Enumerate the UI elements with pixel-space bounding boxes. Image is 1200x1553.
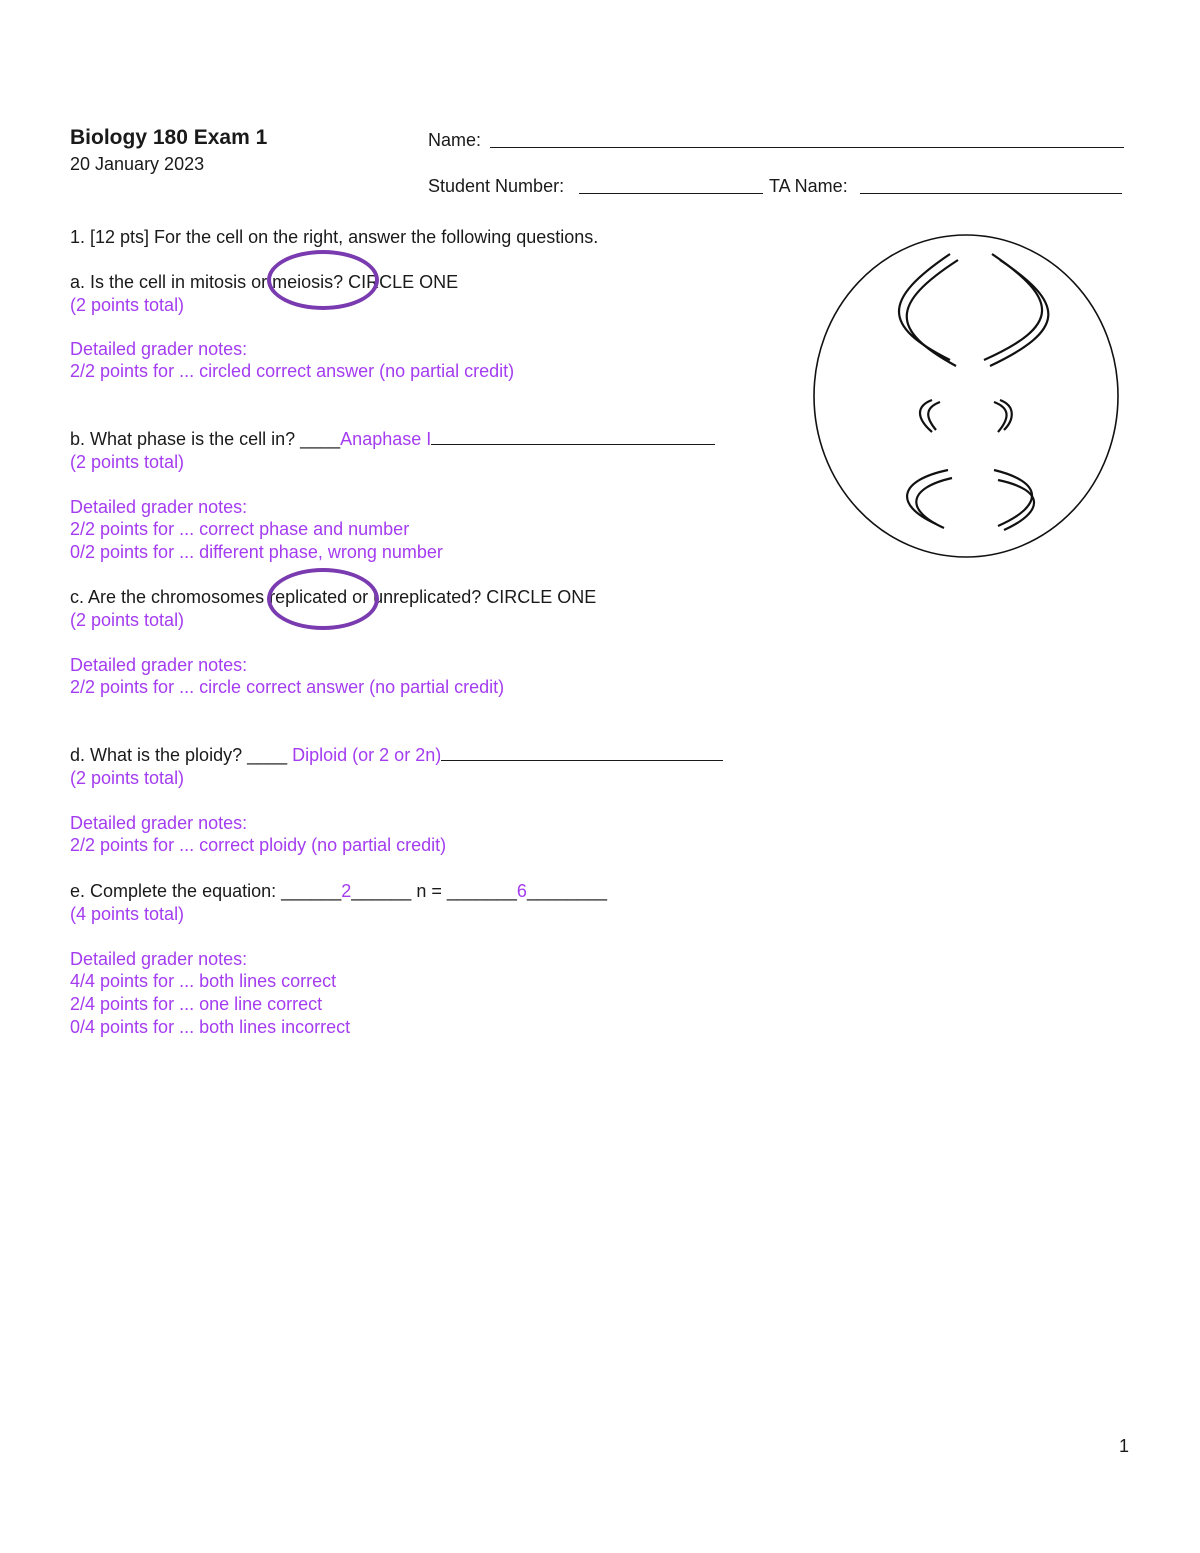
- name-label: Name:: [428, 130, 482, 150]
- part-e-blank1-post: ______: [351, 881, 412, 901]
- part-d-points: (2 points total): [70, 768, 185, 788]
- exam-title: Biology 180 Exam 1: [70, 126, 268, 149]
- part-a-lead: a. Is the cell in mitosis: [70, 272, 252, 292]
- part-e-middle: n =: [411, 881, 447, 901]
- part-a-points: (2 points total): [70, 295, 185, 315]
- part-e-blank1-pre: ______: [281, 881, 342, 901]
- part-e-blank2-post: ________: [526, 881, 608, 901]
- name-field[interactable]: [490, 147, 1124, 148]
- part-e-notes-header: Detailed grader notes:: [70, 949, 248, 969]
- chromosome-top-right: [984, 254, 1048, 366]
- student-number-label: Student Number:: [428, 176, 565, 196]
- chromosome-bottom-right: [994, 470, 1034, 530]
- part-e-answer2[interactable]: 6: [516, 881, 527, 901]
- part-a-question: [70, 271, 458, 293]
- page-number: 1: [1119, 1436, 1130, 1456]
- part-a-note: 2/2 points for ... circled correct answer (no partial credit): [70, 361, 515, 381]
- part-c-lead: c. Are the chromosomes: [70, 587, 270, 607]
- part-b-blank-pre: ____: [300, 429, 341, 449]
- part-d-notes-header: Detailed grader notes:: [70, 813, 248, 833]
- part-a-answer-circle: [267, 250, 379, 310]
- ta-name-field[interactable]: [860, 193, 1122, 194]
- part-a-option-meiosis[interactable]: or meiosis?: [251, 272, 344, 292]
- part-b-note: 0/2 points for ... different phase, wrong number: [70, 542, 443, 562]
- part-e-note: 2/4 points for ... one line correct: [70, 994, 323, 1014]
- part-a-notes-header: Detailed grader notes:: [70, 339, 248, 359]
- cell-diagram: [808, 228, 1124, 564]
- chromosome-mid-left: [920, 400, 940, 432]
- exam-date: 20 January 2023: [70, 154, 205, 174]
- part-e-answer1[interactable]: 2: [341, 881, 352, 901]
- part-b-question: b. What phase is the cell in?: [70, 429, 301, 449]
- part-b-notes-header: Detailed grader notes:: [70, 497, 248, 517]
- part-b-question-line: [70, 428, 715, 450]
- part-c-note: 2/2 points for ... circle correct answer (no partial credit): [70, 677, 505, 697]
- part-e-question: e. Complete the equation:: [70, 881, 282, 901]
- part-c-points: (2 points total): [70, 610, 185, 630]
- part-c-answer-circle: [267, 568, 379, 630]
- part-d-answer[interactable]: Diploid (or 2 or 2n): [292, 745, 442, 765]
- chromosome-bottom-left: [907, 470, 952, 528]
- part-c-notes-header: Detailed grader notes:: [70, 655, 248, 675]
- part-b-note: 2/2 points for ... correct phase and number: [70, 519, 410, 539]
- part-c-option-replicated[interactable]: replicated: [269, 587, 348, 607]
- part-a-trail: CIRCLE ONE: [343, 272, 459, 292]
- part-d-question: d. What is the ploidy?: [70, 745, 248, 765]
- part-c-trail: or unreplicated? CIRCLE ONE: [347, 587, 597, 607]
- part-d-note: 2/2 points for ... correct ploidy (no partial credit): [70, 835, 447, 855]
- part-e-points: (4 points total): [70, 904, 185, 924]
- ta-name-label: TA Name:: [769, 176, 848, 196]
- chromosome-top-left: [899, 254, 958, 366]
- part-d-question-line: [70, 744, 723, 766]
- part-d-blank-post: [441, 744, 723, 761]
- part-e-note: 0/4 points for ... both lines incorrect: [70, 1017, 351, 1037]
- part-e-blank2-pre: _______: [446, 881, 517, 901]
- part-d-blank-pre: ____: [247, 745, 293, 765]
- chromosome-mid-right: [994, 400, 1012, 432]
- part-e-note: 4/4 points for ... both lines correct: [70, 971, 337, 991]
- student-number-field[interactable]: [579, 193, 763, 194]
- part-b-points: (2 points total): [70, 452, 185, 472]
- part-e-question-line: [70, 880, 607, 902]
- cell-membrane: [814, 235, 1118, 557]
- part-b-answer[interactable]: Anaphase I: [340, 429, 432, 449]
- question-prompt: 1. [12 pts] For the cell on the right, answer the following questions.: [70, 227, 599, 247]
- part-b-blank-post: [431, 428, 715, 445]
